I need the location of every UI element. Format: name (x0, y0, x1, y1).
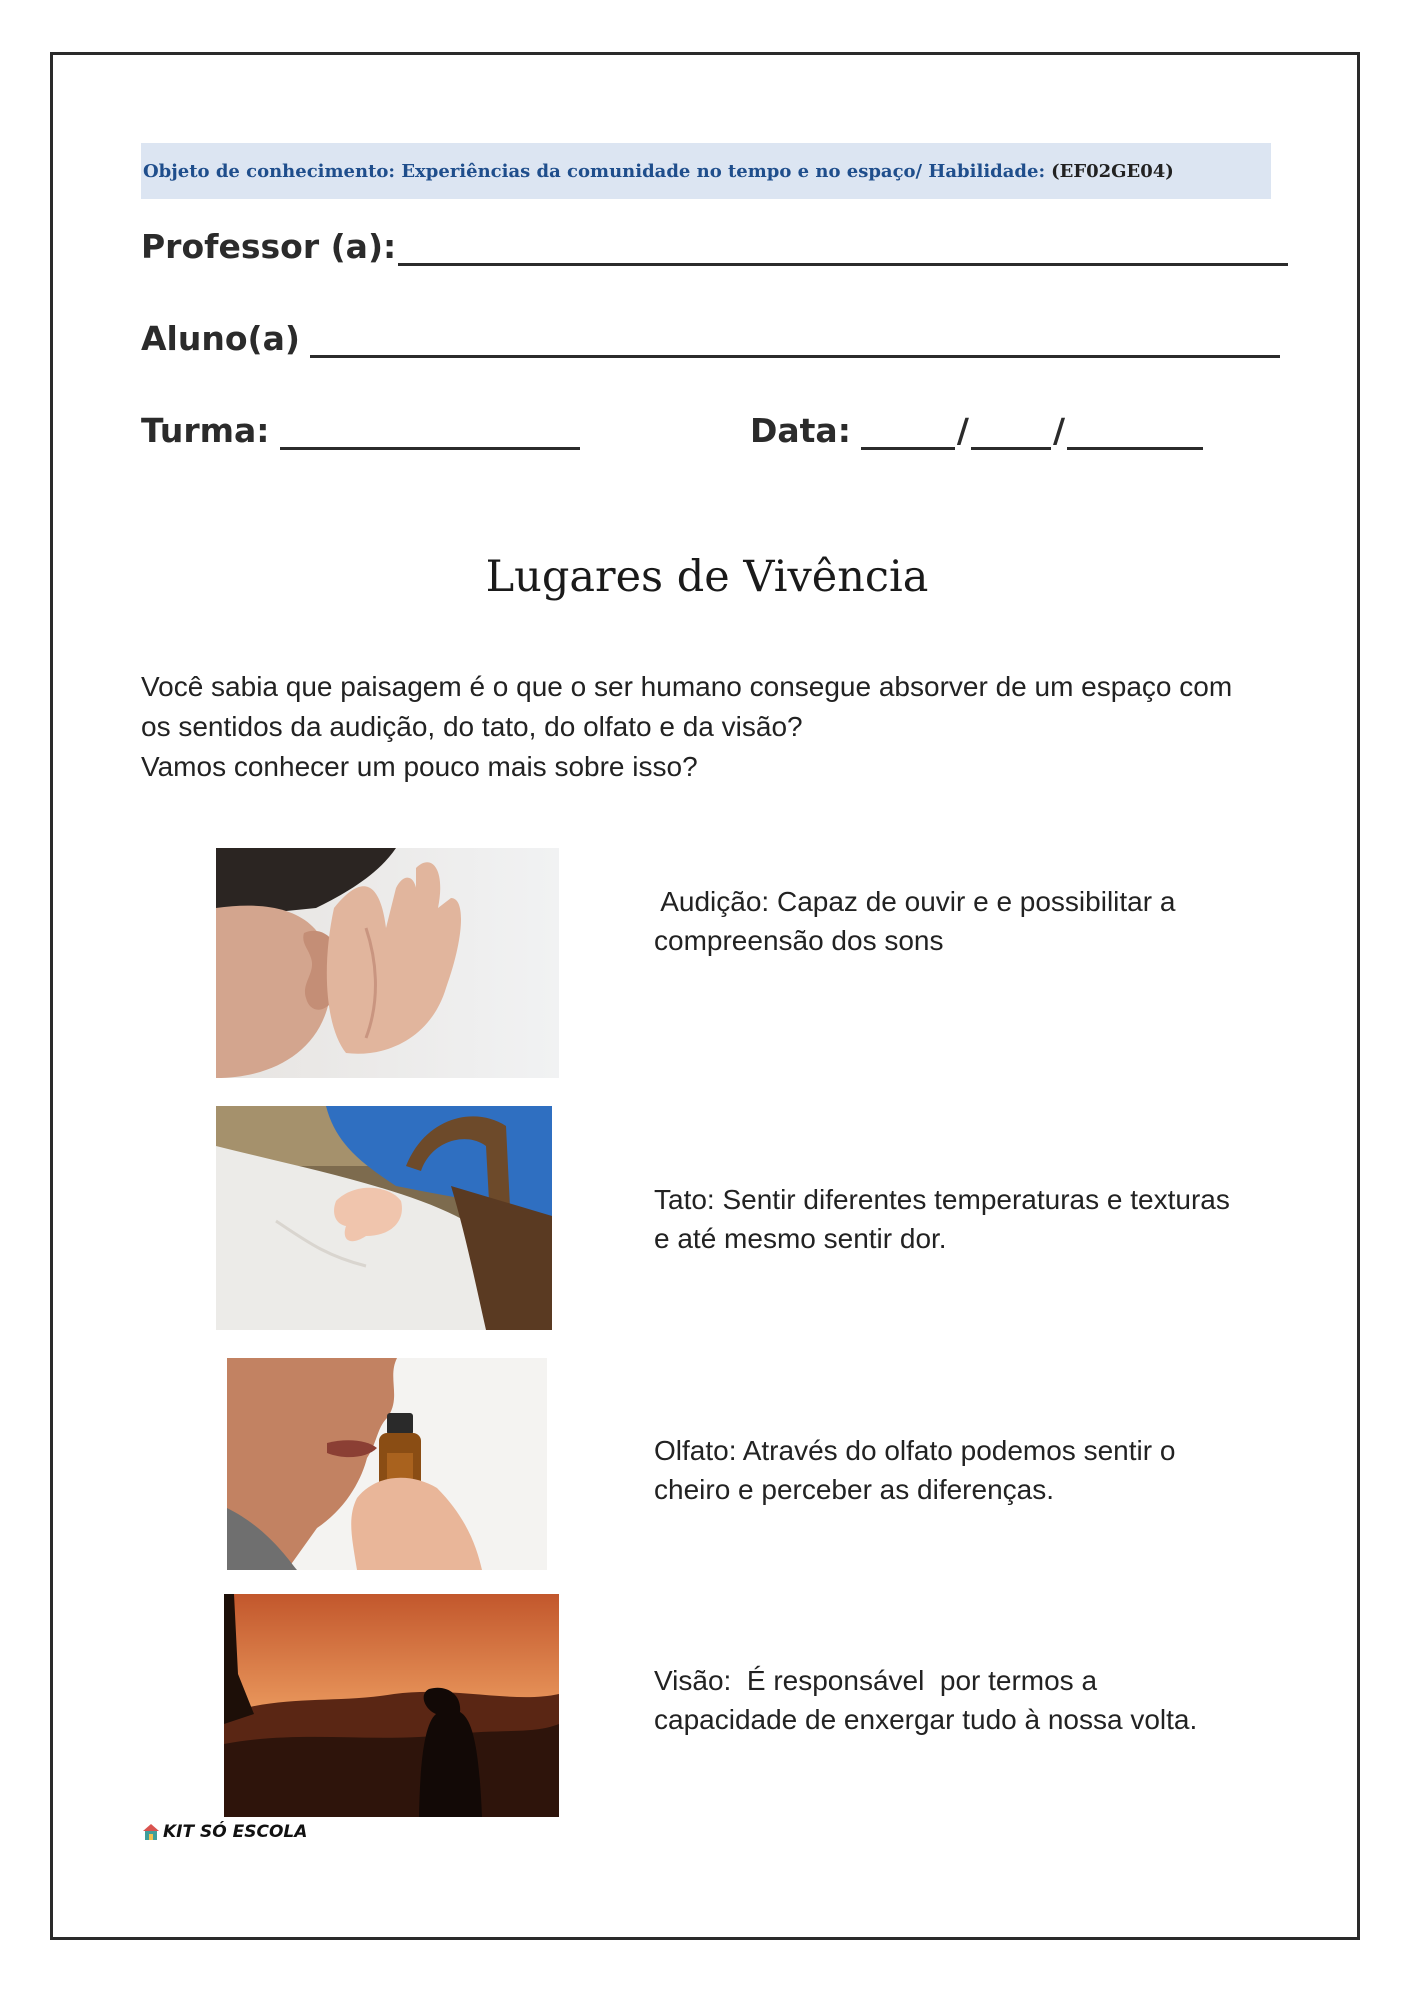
sense-line: e até mesmo sentir dor. (654, 1223, 947, 1254)
skill-code: (EF02GE04) (1051, 160, 1174, 182)
month-input-line[interactable] (971, 417, 1051, 450)
smell-description (654, 1431, 1274, 1509)
hearing-photo (216, 848, 559, 1078)
sense-line: Tato: Sentir diferentes temperaturas e texturas (654, 1184, 1230, 1215)
hearing-description (654, 882, 1274, 960)
sight-photo (224, 1594, 559, 1817)
intro-line: Você sabia que paisagem é o que o ser humano consegue absorver de um espaço com (141, 671, 1233, 702)
knowledge-objective: Objeto de conhecimento: Experiências da comunidade no tempo e no espaço/ Habilidade: (143, 160, 1046, 182)
touch-description (654, 1180, 1274, 1258)
professor-input-line[interactable] (398, 233, 1288, 266)
touch-photo (216, 1106, 552, 1330)
smell-photo (227, 1358, 547, 1570)
sense-line: cheiro e perceber as diferenças. (654, 1474, 1054, 1505)
year-input-line[interactable] (1067, 417, 1203, 450)
page-title: Lugares de Vivência (485, 552, 929, 602)
data-label: Data: (750, 411, 851, 450)
turma-input-line[interactable] (280, 417, 580, 450)
intro-line: os sentidos da audição, do tato, do olfato e da visão? (141, 711, 803, 742)
professor-field (141, 222, 1288, 266)
data-field (750, 406, 1203, 450)
aluno-field (141, 314, 1280, 358)
sense-line: Olfato: Através do olfato podemos sentir o (654, 1435, 1176, 1466)
intro-text (141, 667, 1291, 787)
turma-label: Turma: (141, 411, 270, 450)
curriculum-header (141, 143, 1271, 199)
sense-line: capacidade de enxergar tudo à nossa volta. (654, 1704, 1198, 1735)
date-separator: / (1052, 411, 1066, 450)
turma-field (141, 406, 580, 450)
aluno-input-line[interactable] (310, 325, 1280, 358)
date-separator: / (956, 411, 969, 450)
sense-line: Visão: É responsável por termos a (654, 1665, 1098, 1696)
professor-label: Professor (a): (141, 227, 397, 266)
aluno-label: Aluno(a) (141, 319, 300, 358)
sight-description (654, 1661, 1274, 1739)
sense-line: Audição: Capaz de ouvir e e possibilitar a (654, 886, 1176, 917)
sense-line: compreensão dos sons (654, 925, 944, 956)
intro-line: Vamos conhecer um pouco mais sobre isso? (141, 751, 698, 782)
day-input-line[interactable] (861, 417, 955, 450)
logo-text: KIT SÓ ESCOLA (163, 1822, 308, 1842)
brand-logo (141, 1822, 307, 1842)
house-icon (141, 1822, 161, 1842)
